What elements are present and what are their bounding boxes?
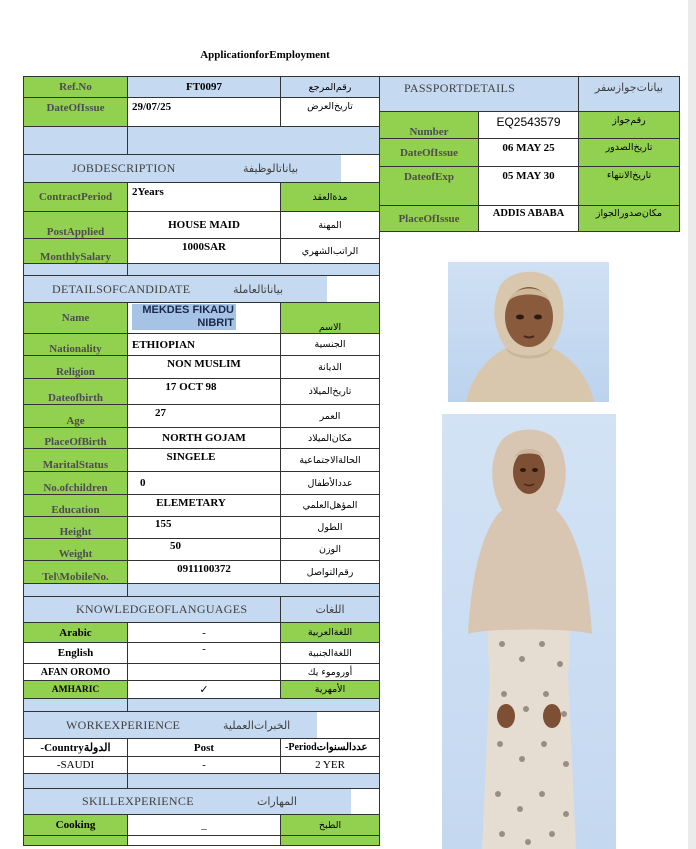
lang-english-label: English: [24, 643, 128, 664]
spacer-row: [24, 584, 380, 597]
work-col-header-row: [24, 739, 380, 757]
age-value: 27: [128, 405, 281, 428]
contract-ar: مدةالعقد: [281, 183, 380, 212]
lang-english-value: -: [128, 643, 281, 664]
ref-ar: رقم‌المرجع: [281, 77, 380, 98]
candidate-row: [24, 539, 380, 561]
passport-place-label: PlaceOfIssue: [380, 206, 479, 232]
dob-label: Dateofbirth: [24, 379, 128, 405]
skill-row-partial: [24, 836, 380, 846]
spacer-row: [24, 774, 380, 789]
passport-issue-value: 06 MAY 25: [479, 139, 579, 167]
skill-cooking-value: _: [128, 815, 281, 836]
candidate-row: [24, 449, 380, 472]
skill-cooking-label: Cooking: [24, 815, 128, 836]
salary-ar: الراتب‌الشهري: [281, 239, 380, 264]
lang-oromo-value: [128, 664, 281, 681]
education-label: Education: [24, 495, 128, 517]
candidate-row: [24, 561, 380, 584]
religion-value: NON MUSLIM: [128, 356, 281, 379]
nationality-ar: الجنسية: [281, 334, 380, 356]
work-row: [24, 757, 380, 774]
name-ar: الاسم: [281, 303, 380, 334]
marital-label: MaritalStatus: [24, 449, 128, 472]
passport-exp-value: 05 MAY 30: [479, 167, 579, 206]
height-ar: الطول: [281, 517, 380, 539]
pob-ar: مكان‌الميلاد: [281, 428, 380, 449]
skill-header: SKILLEXPERIENCE: [24, 789, 281, 815]
pob-value: NORTH GOJAM: [128, 428, 281, 449]
candidate-header-ar: بياناتالعاملة: [229, 276, 328, 303]
nationality-value: ETHIOPIAN: [128, 334, 281, 356]
language-row: [24, 681, 380, 699]
form-title: ApplicationforEmployment: [200, 49, 330, 61]
height-value: 155: [128, 517, 281, 539]
work-country: -SAUDI: [24, 757, 128, 774]
passport-row: [380, 206, 680, 232]
lang-amharic-ar: الأمهرية: [281, 681, 380, 699]
lang-amharic-label: AMHARIC: [24, 681, 128, 699]
children-value: 0: [128, 472, 281, 495]
work-col-country: -Countryالدولة: [24, 739, 128, 757]
dob-ar: تاريخ‌الميلاد: [281, 379, 380, 405]
children-ar: عددالأطفال: [281, 472, 380, 495]
lang-arabic-label: Arabic: [24, 623, 128, 643]
height-label: Height: [24, 517, 128, 539]
candidate-row: [24, 495, 380, 517]
lang-oromo-label: AFAN OROMO: [24, 664, 128, 681]
age-ar: العمر: [281, 405, 380, 428]
work-post: -: [128, 757, 281, 774]
passport-issue-ar: تاريخ‌الصدور: [579, 139, 680, 167]
weight-label: Weight: [24, 539, 128, 561]
language-row: [24, 623, 380, 643]
passport-place-value: ADDIS ABABA: [479, 206, 579, 232]
salary-label: MonthlySalary: [24, 239, 128, 264]
portrait-illustration: [448, 262, 609, 402]
education-ar: المؤهل‌العلمي: [281, 495, 380, 517]
candidate-row: [24, 356, 380, 379]
work-col-period: -Periodعددالسنوات: [281, 739, 380, 757]
post-label: PostApplied: [24, 212, 128, 239]
post-ar: المهنة: [281, 212, 380, 239]
candidate-row: [24, 517, 380, 539]
candidate-row: [24, 472, 380, 495]
candidate-row: [24, 334, 380, 356]
passport-row: [380, 112, 680, 139]
languages-header-ar: اللغات: [281, 597, 380, 623]
passport-exp-label: DateofExp: [380, 167, 479, 206]
candidate-header: DETAILSOFCANDIDATE: [24, 276, 281, 303]
ref-row: [24, 77, 380, 98]
candidate-portrait-photo: [448, 262, 609, 402]
issue-value: 29/07/25: [128, 98, 281, 127]
skill-cooking-ar: الطبخ: [281, 815, 380, 836]
job-row: [24, 239, 380, 264]
contract-value: 2Years: [128, 183, 281, 212]
religion-label: Religion: [24, 356, 128, 379]
work-header-ar: الخبرات‌العملية: [219, 712, 318, 739]
job-header-ar: بياناتالوظيفة: [243, 155, 342, 183]
lang-oromo-ar: أوروموء يك: [281, 664, 380, 681]
religion-ar: الديانة: [281, 356, 380, 379]
name-label: Name: [24, 303, 128, 334]
spacer-row: [24, 264, 380, 276]
tel-label: Tel\MobileNo.: [24, 561, 128, 584]
candidate-header-row: [24, 276, 380, 303]
pob-label: PlaceOfBirth: [24, 428, 128, 449]
lang-arabic-value: -: [128, 623, 281, 643]
issue-row: [24, 98, 380, 127]
passport-place-ar: مكان‌صدورالجواز: [579, 206, 680, 232]
name-row: [24, 303, 380, 334]
spacer-row: [24, 127, 380, 155]
weight-ar: الوزن: [281, 539, 380, 561]
issue-label: DateOfIssue: [24, 98, 128, 127]
spacer-row: [24, 699, 380, 712]
full-body-illustration: [442, 414, 616, 849]
candidate-row: [24, 405, 380, 428]
lang-amharic-value: ✓: [128, 681, 281, 699]
candidate-row: [24, 428, 380, 449]
work-period: 2 YER: [281, 757, 380, 774]
education-value: ELEMETARY: [128, 495, 281, 517]
tel-value: 0911100372: [128, 561, 281, 584]
salary-value: 1000SAR: [128, 239, 281, 264]
candidate-full-body-photo: [442, 414, 616, 849]
languages-header: KNOWLEDGEOFLANGUAGES: [24, 597, 281, 623]
passport-issue-label: DateOfIssue: [380, 139, 479, 167]
passport-exp-ar: تاريخ‌الانتهاء: [579, 167, 680, 206]
nationality-label: Nationality: [24, 334, 128, 356]
passport-number-ar: رقم‌جواز: [579, 112, 680, 139]
passport-header-ar: بيانات‌جوازسفر: [579, 77, 680, 112]
work-header-row: [24, 712, 380, 739]
age-label: Age: [24, 405, 128, 428]
work-col-post: Post: [128, 739, 281, 757]
skill-header-row: [24, 789, 380, 815]
contract-label: ContractPeriod: [24, 183, 128, 212]
work-header: WORKEXPERIENCE: [24, 712, 281, 739]
passport-row: [380, 139, 680, 167]
passport-table: [379, 76, 680, 232]
job-header-row: [24, 155, 380, 183]
weight-value: 50: [128, 539, 281, 561]
dob-value: 17 OCT 98: [128, 379, 281, 405]
main-form-table: [23, 76, 380, 846]
passport-row: [380, 167, 680, 206]
passport-header: PASSPORTDETAILS: [380, 77, 579, 112]
language-row: [24, 643, 380, 664]
passport-number-value: EQ2543579: [479, 112, 579, 139]
issue-ar: تاريخ‌العرض: [281, 98, 380, 127]
candidate-row: [24, 379, 380, 405]
marital-value: SINGELE: [128, 449, 281, 472]
ref-value: FT0097: [128, 77, 281, 98]
post-value: HOUSE MAID: [128, 212, 281, 239]
scrollbar[interactable]: [688, 0, 696, 849]
skill-row: [24, 815, 380, 836]
children-label: No.ofchildren: [24, 472, 128, 495]
ref-label: Ref.No: [24, 77, 128, 98]
languages-header-row: [24, 597, 380, 623]
lang-english-ar: اللغةالجنبية: [281, 643, 380, 664]
tel-ar: رقم‌التواصل: [281, 561, 380, 584]
job-row: [24, 183, 380, 212]
name-value: MEKDES FIKADU NIBRIT: [132, 304, 236, 330]
passport-number-label: Number: [380, 112, 479, 139]
job-header: JOBDESCRIPTION: [24, 155, 281, 183]
marital-ar: الحالةالاجتماعية: [281, 449, 380, 472]
skill-header-ar: المهارات: [253, 789, 352, 815]
passport-header-row: [380, 77, 680, 112]
language-row: [24, 664, 380, 681]
lang-arabic-ar: اللغةالعربية: [281, 623, 380, 643]
job-row: [24, 212, 380, 239]
